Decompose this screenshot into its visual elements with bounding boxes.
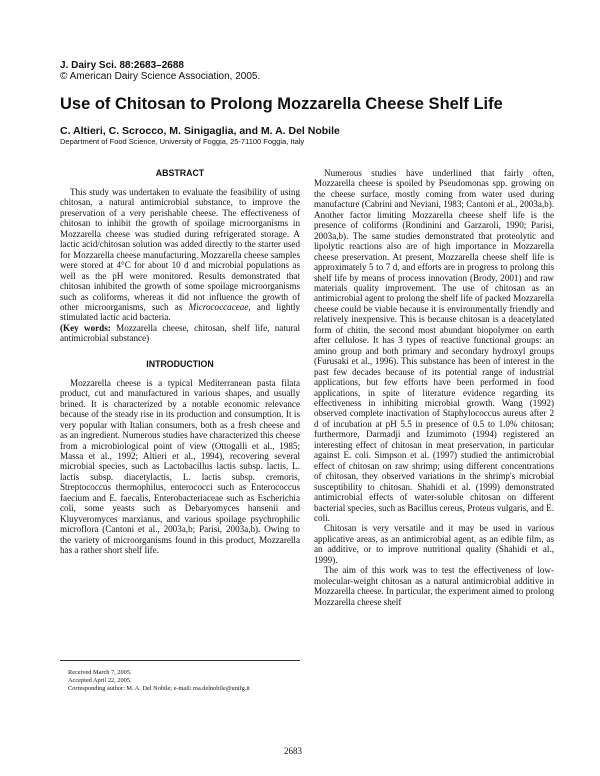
keywords: (Key words: Mozzarella cheese, chitosan, shelf life, natural antimicrobial substance): [60, 322, 300, 344]
journal-header: [60, 60, 260, 82]
page-number: 2683: [284, 746, 302, 756]
introduction-section: [60, 359, 300, 556]
introduction-paragraph: Mozzarella cheese is a typical Mediterranean pasta filata product, cut and manufactured in various shapes, and usually brined. It is characterized by a notable economic relevance because of the steady rise in its production and consumption. It is very popular with Italian consumers, both as a fresh cheese and as an ingredient. Numerous studies have characterized this cheese from a microbiological point of view (Ottogalli et al., 1985; Massa et al., 1992; Altieri et al., 1994), recovering several microbial species, such as Lactobacillus lactis subsp. lactis, L. lactis subsp. diacetylactis, L. lactis subsp. cremoris, Streptococcus thermophilus, enterococci such as Enterococcus faecium and E. faecalis, Enterobacteriaceae such as Escherichia coli, some yeasts such as Debaryomyces hansenii and Kluyveromyces marxianus, and various spoilage psychrophilic microflora (Cantoni et al., 2003a,b; Parisi, 2003a,b). Owing to the variety of microorganisms found in this product, Mozzarella has a rather short shelf life.: [60, 377, 300, 556]
journal-copyright: © American Dairy Science Association, 2005.: [60, 71, 261, 82]
abstract-section: [60, 168, 300, 344]
corresponding-author: Corresponding author: M. A. Del Nobile; e-mail: ma.delnobile@unifg.it: [68, 685, 250, 692]
body-paragraph-3: The aim of this work was to test the effectiveness of low-molecular-weight chitosan as a natural antimicrobial additive in Mozzarella cheese. In particular, the experiment aimed to prolong Mozzarella cheese shelf: [314, 565, 554, 607]
accepted-date: Accepted April 22, 2005.: [68, 677, 132, 684]
journal-citation: J. Dairy Sci. 88:2683–2688: [60, 60, 184, 71]
received-date: Received March 7, 2005.: [68, 669, 132, 676]
left-column: [60, 168, 300, 556]
article-title: Use of Chitosan to Prolong Mozzarella Cheese Shelf Life: [60, 95, 503, 113]
right-column: [314, 168, 554, 607]
abstract-heading: ABSTRACT: [155, 168, 205, 178]
body-paragraph-1: Numerous studies have underlined that fairly often, Mozzarella cheese is spoiled by Pseudomonas spp. growing on the cheese surface, mostly coming from water used during manufacture (Cabrini and Neviani, 1983; Cantoni et al., 2003a,b). Another factor limiting Mozzarella cheese shelf life is the presence of coliforms (Rondinini and Garzaroli, 1990; Parisi, 2003a,b). The same studies demonstrated that proteolytic and lipolytic reactions also are of high importance in Mozzarella cheese preservation. At present, Mozzarella cheese shelf life is approximately 5 to 7 d, and efforts are in progress to prolong this shelf life by means of process innovation (Brody, 2001) and raw materials quality improvement. The use of chitosan as an antimicrobial agent to prolong the shelf life of packed Mozzarella cheese could be viable because it is environmentally friendly and relatively inexpensive. This is because chitosan is a deacetylated form of chitin, the second most abundant biopolymer on earth after cellulose. It has 3 types of reactive functional groups: an amino group and both primary and secondary hydroxyl groups (Furusaki et al., 1996). This substance has been of interest in the past few decades because of its potential range of industrial applications, but few efforts have been performed in food applications, in spite of literature evidence regarding its effectiveness in inhibiting microbial growth. Wang (1992) observed complete inactivation of Staphylococcus aureus after 2 d of incubation at pH 5.5 in presence of 0.5 to 1.0% chitosan; furthermore, Darmadji and Izumimoto (1994) registered an interesting effect of chitosan in meat preservation, in particular against E. coli. Simpson et al. (1997) studied the antimicrobial effect of chitosan on raw shrimp; using different concentrations of chitosan, they observed variations in the shrimp's microbial susceptibility to chitosan. Shahidi et al. (1999) demonstrated antimicrobial effects of water-soluble chitosan on different bacterial species, such as Bacillus cereus, Proteus vulgaris, and E. coli.: [314, 168, 554, 523]
article-authors: C. Altieri, C. Scrocco, M. Sinigaglia, and M. A. Del Nobile: [60, 125, 340, 137]
footnote: [60, 660, 300, 693]
introduction-heading: INTRODUCTION: [146, 358, 214, 369]
article-affiliation: Department of Food Science, University of Foggia, 25-71100 Foggia, Italy: [60, 137, 305, 146]
body-paragraph-2: Chitosan is very versatile and it may be used in various applicative areas, as an antimicrobial agent, as an edible film, as an additive, or to improve nutritional quality (Shahidi et al., 1999).: [314, 523, 554, 565]
abstract-text: This study was undertaken to evaluate the feasibility of using chitosan, a natural antimicrobial substance, to improve the preservation of a very perishable cheese. The effectiveness of chitosan to inhibit the growth of spoilage microorganisms in Mozzarella cheese was studied during refrigerated storage. A lactic acid/chitosan solution was added directly to the starter used for Mozzarella cheese manufacturing. Mozzarella cheese samples were stored at 4°C for about 10 d and microbial populations as well as the pH were monitored. Results demonstrated that chitosan inhibited the growth of some spoilage microorganisms such as coliforms, whereas it did not influence the growth of other microorganisms, such as Micrococcaceae, and lightly stimulated lactic acid bacteria.: [60, 187, 301, 323]
